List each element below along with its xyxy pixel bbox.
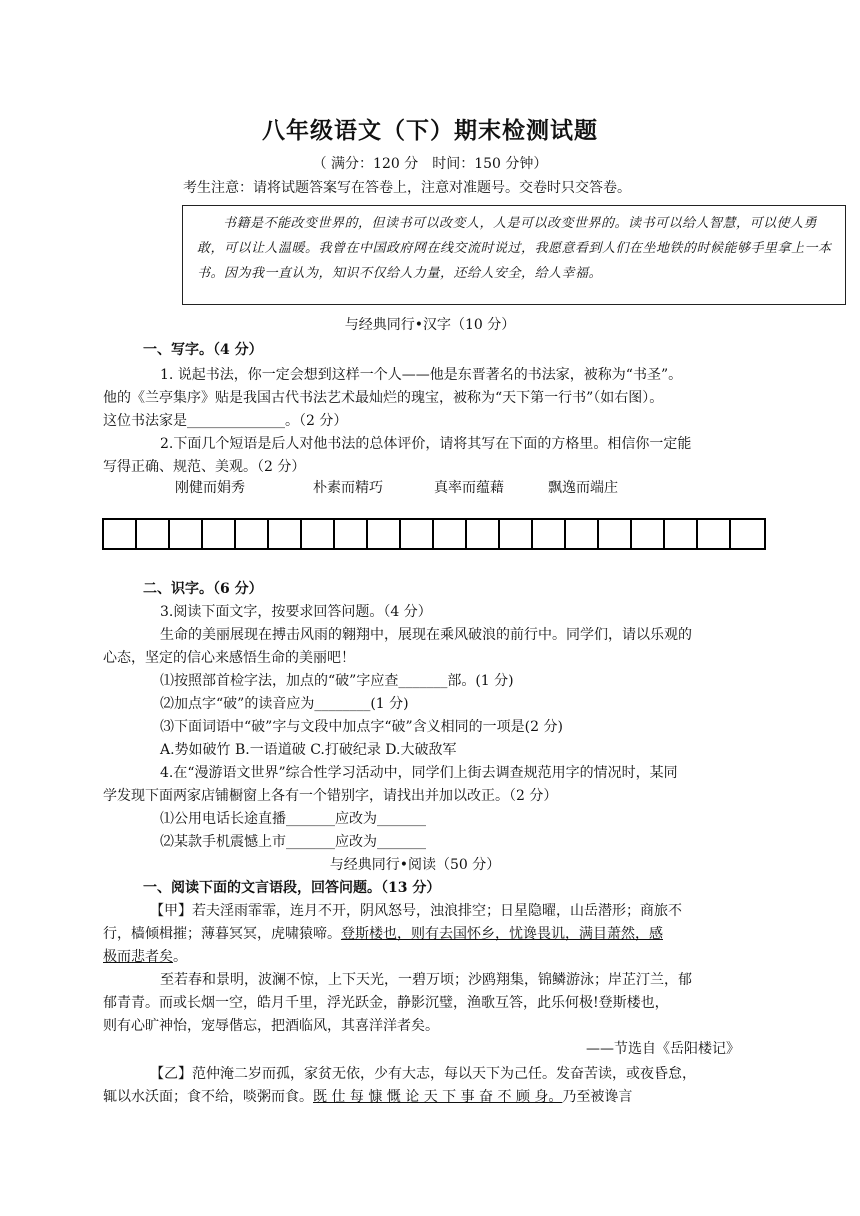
- yi-line1: 【乙】范仲淹二岁而孤，家贫无依，少有大志，每以天下为己任。发奋苦读，或夜昏怠，: [150, 1066, 696, 1082]
- section-heading-reading: 与经典同行•阅读（50 分）: [329, 857, 501, 873]
- quote-box: [182, 205, 846, 305]
- phrase-4: 飘逸而端庄: [548, 480, 618, 496]
- q2-line2: 写得正确、规范、美观。（2 分）: [103, 459, 306, 475]
- grid-cell[interactable]: [698, 520, 731, 548]
- grid-cell[interactable]: [599, 520, 632, 548]
- exam-info: （ 满分：120 分 时间：150 分钟）: [312, 156, 548, 172]
- phrase-2: 朴素而精巧: [313, 480, 383, 496]
- yi-underlined-sentence: 既 仕 每 慷 慨 论 天 下 事 奋 不 顾 身。: [313, 1089, 563, 1105]
- q3-sub1: ⑴按照部首检字法，加点的“破”字应查_______部。(1 分): [160, 673, 514, 689]
- source-citation: ——节选自《岳阳楼记》: [586, 1041, 740, 1057]
- jia-line3-period: 。: [173, 949, 187, 965]
- q4-sub2: ⑵某款手机震憾上市_______应改为_______: [160, 834, 426, 850]
- grid-cell[interactable]: [632, 520, 665, 548]
- section-heading-hanzi: 与经典同行•汉字（10 分）: [344, 317, 516, 333]
- grid-cell[interactable]: [335, 520, 368, 548]
- q3-sub2: ⑵加点字“破”的读音应为________(1 分): [160, 696, 409, 712]
- q1-line2: 他的《兰亭集序》贴是我国古代书法艺术最灿烂的瑰宝，被称为“天下第一行书”（如右图）。: [103, 390, 664, 406]
- page-title: 八年级语文（下）期末检测试题: [262, 118, 598, 144]
- grid-cell[interactable]: [269, 520, 302, 548]
- grid-cell[interactable]: [566, 520, 599, 548]
- q3-prompt: 3.阅读下面文字，按要求回答问题。（4 分）: [160, 604, 432, 620]
- grid-cell[interactable]: [302, 520, 335, 548]
- jia-line3: [103, 946, 743, 966]
- grid-cell[interactable]: [665, 520, 698, 548]
- p2-line2: 郁青青。而或长烟一空，皓月千里，浮光跃金，静影沉璧，渔歌互答，此乐何极!登斯楼也，: [103, 995, 669, 1011]
- exam-notice: 考生注意：请将试题答案写在答卷上，注意对准题号。交卷时只交答卷。: [183, 180, 631, 196]
- part-heading-writing: 一、写字。（4 分）: [143, 342, 263, 358]
- phrase-3: 真率而蕴藉: [434, 480, 504, 496]
- grid-cell[interactable]: [401, 520, 434, 548]
- grid-cell[interactable]: [434, 520, 467, 548]
- grid-cell[interactable]: [104, 520, 137, 548]
- jia-line2: [103, 923, 743, 943]
- q1-line1: 1. 说起书法，你一定会想到这样一个人——他是东晋著名的书法家，被称为“书圣”。: [160, 367, 683, 383]
- p2-line3: 则有心旷神怡，宠辱偕忘，把酒临风，其喜洋洋者矣。: [103, 1018, 439, 1034]
- jia-line2-text: 行，樯倾楫摧；薄暮冥冥，虎啸猿啼。: [103, 926, 341, 942]
- writing-grid[interactable]: [102, 518, 766, 550]
- q4-line2: 学发现下面两家店铺橱窗上各有一个错别字，请找出并加以改正。（2 分）: [103, 788, 558, 804]
- q2-line1: 2.下面几个短语是后人对他书法的总体评价，请将其写在下面的方格里。相信你一定能: [160, 436, 692, 452]
- grid-cell[interactable]: [137, 520, 170, 548]
- jia-line1: 【甲】若夫淫雨霏霏，连月不开，阴风怒号，浊浪排空；日星隐曜，山岳潜形；商旅不: [150, 903, 682, 919]
- grid-cell[interactable]: [170, 520, 203, 548]
- grid-cell[interactable]: [533, 520, 566, 548]
- grid-cell[interactable]: [467, 520, 500, 548]
- p2-line1: 至若春和景明，波澜不惊，上下天光，一碧万顷；沙鸥翔集，锦鳞游泳；岸芷汀兰，郁: [160, 972, 692, 988]
- quote-text: 书籍是不能改变世界的，但读书可以改变人，人是可以改变世界的。读书可以给人智慧，可以使人勇敢，可以让人温暖。我曾在中国政府网在线交流时说过，我愿意看到人们在坐地铁的时候能够手里拿上一本书。因为我一直认为，知识不仅给人力量，还给人安全，给人幸福。: [197, 216, 832, 281]
- q4-line1: 4.在“漫游语文世界”综合性学习活动中，同学们上街去调查规范用字的情况时，某同: [160, 765, 678, 781]
- yi-line2-end: 乃至被谗言: [562, 1089, 633, 1105]
- yi-line2: [103, 1086, 743, 1106]
- q3-sub3: ⑶下面词语中“破”字与文段中加点字“破”含义相同的一项是(2 分): [160, 719, 563, 735]
- grid-cell[interactable]: [500, 520, 533, 548]
- yi-line2-text: 辄以水沃面；食不给，啖粥而食。: [103, 1089, 313, 1105]
- jia-underlined-sentence-end: 极而悲者矣: [103, 949, 173, 965]
- grid-cell[interactable]: [731, 520, 764, 548]
- grid-cell[interactable]: [236, 520, 269, 548]
- grid-cell[interactable]: [368, 520, 401, 548]
- q3-text-line2: 心态，坚定的信心来感悟生命的美丽吧！: [103, 650, 355, 666]
- jia-underlined-sentence: 登斯楼也，则有去国怀乡，忧谗畏讥，满目萧然，感: [341, 926, 663, 942]
- part-heading-classical: 一、阅读下面的文言语段，回答问题。（13 分）: [143, 880, 441, 896]
- q4-sub1: ⑴公用电话长途直播_______应改为_______: [160, 811, 426, 827]
- q3-options: A.势如破竹 B.一语道破 C.打破纪录 D.大破敌军: [160, 742, 457, 758]
- part-heading-literacy: 二、识字。（6 分）: [143, 581, 263, 597]
- phrase-1: 刚健而娟秀: [175, 480, 245, 496]
- grid-cell[interactable]: [203, 520, 236, 548]
- q3-text-line1: 生命的美丽展现在搏击风雨的翱翔中，展现在乘风破浪的前行中。同学们，请以乐观的: [160, 627, 692, 643]
- q1-line3: 这位书法家是______________。（2 分）: [103, 413, 348, 429]
